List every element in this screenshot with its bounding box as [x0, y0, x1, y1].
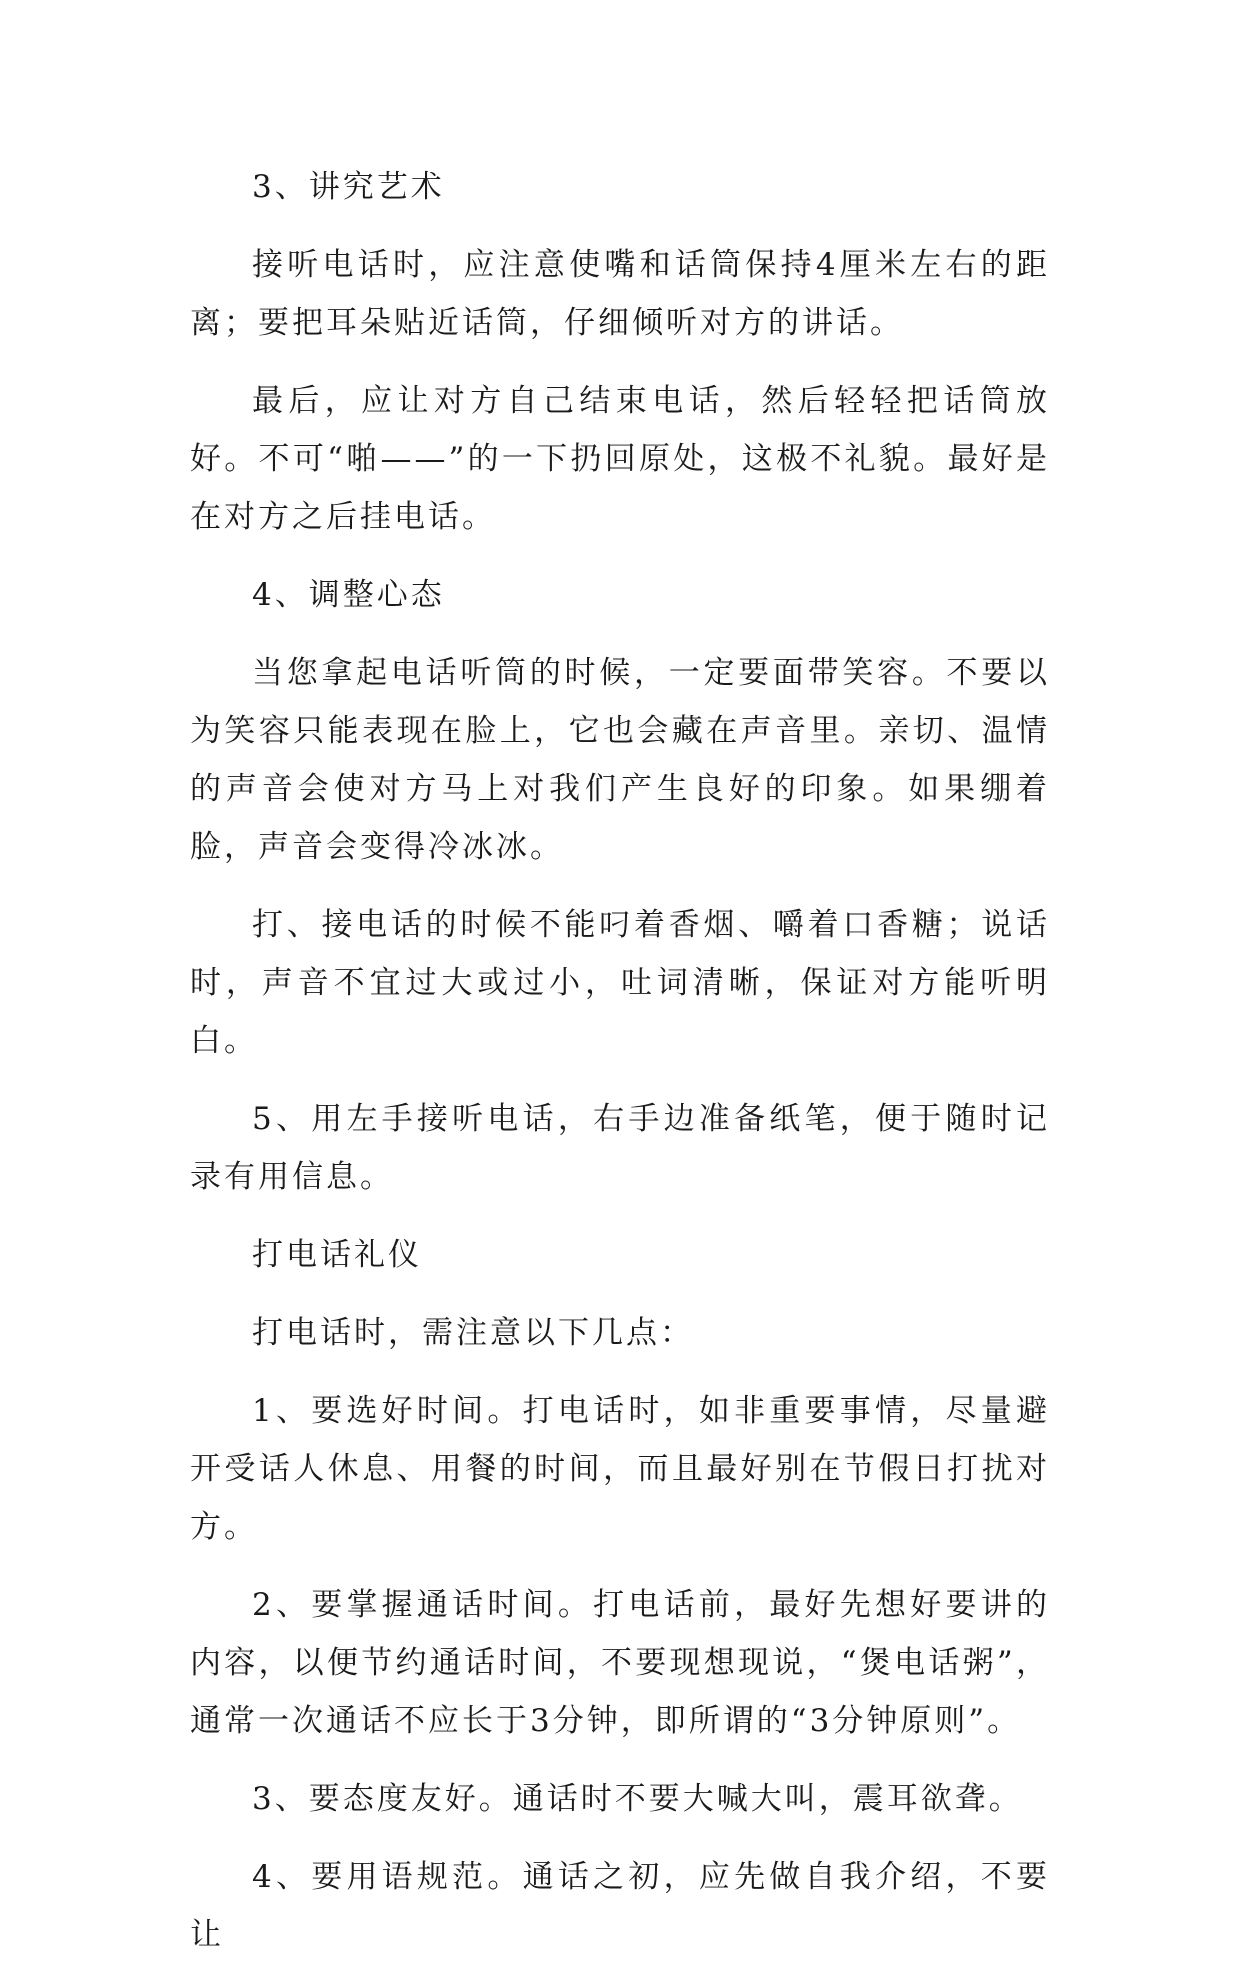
paragraph: 3、要态度友好。通话时不要大喊大叫，震耳欲聋。	[252, 1781, 1023, 1817]
paragraph: 接听电话时，应注意使嘴和话筒保持4厘米左右的距离；要把耳朵贴近话筒，仔细倾听对方的讲话。	[190, 247, 1050, 341]
section-heading: 3、讲究艺术	[252, 169, 445, 205]
paragraph: 4、要用语规范。通话之初，应先做自我介绍，不要让	[190, 1859, 1050, 1953]
paragraph: 1、要选好时间。打电话时，如非重要事情，尽量避开受话人休息、用餐的时间，而且最好别在节假日打扰对方。	[190, 1393, 1050, 1545]
paragraph: 当您拿起电话听筒的时候，一定要面带笑容。不要以为笑容只能表现在脸上，它也会藏在声音里。亲切、温情的声音会使对方马上对我们产生良好的印象。如果绷着脸，声音会变得冷冰冰。	[190, 655, 1050, 865]
document-body	[190, 158, 1050, 1984]
paragraph: 5、用左手接听电话，右手边准备纸笔，便于随时记录有用信息。	[190, 1101, 1050, 1195]
paragraph: 2、要掌握通话时间。打电话前，最好先想好要讲的内容，以便节约通话时间，不要现想现说，“煲电话粥”，通常一次通话不应长于3分钟，即所谓的“3分钟原则”。	[190, 1587, 1050, 1739]
paragraph: 最后，应让对方自己结束电话，然后轻轻把话筒放好。不可“啪——”的一下扔回原处，这极不礼貌。最好是在对方之后挂电话。	[190, 383, 1050, 535]
paragraph: 打、接电话的时候不能叼着香烟、嚼着口香糖；说话时，声音不宜过大或过小，吐词清晰，保证对方能听明白。	[190, 907, 1050, 1059]
paragraph: 打电话时，需注意以下几点：	[252, 1315, 694, 1351]
section-heading: 打电话礼仪	[252, 1237, 422, 1273]
section-heading: 4、调整心态	[252, 577, 445, 613]
